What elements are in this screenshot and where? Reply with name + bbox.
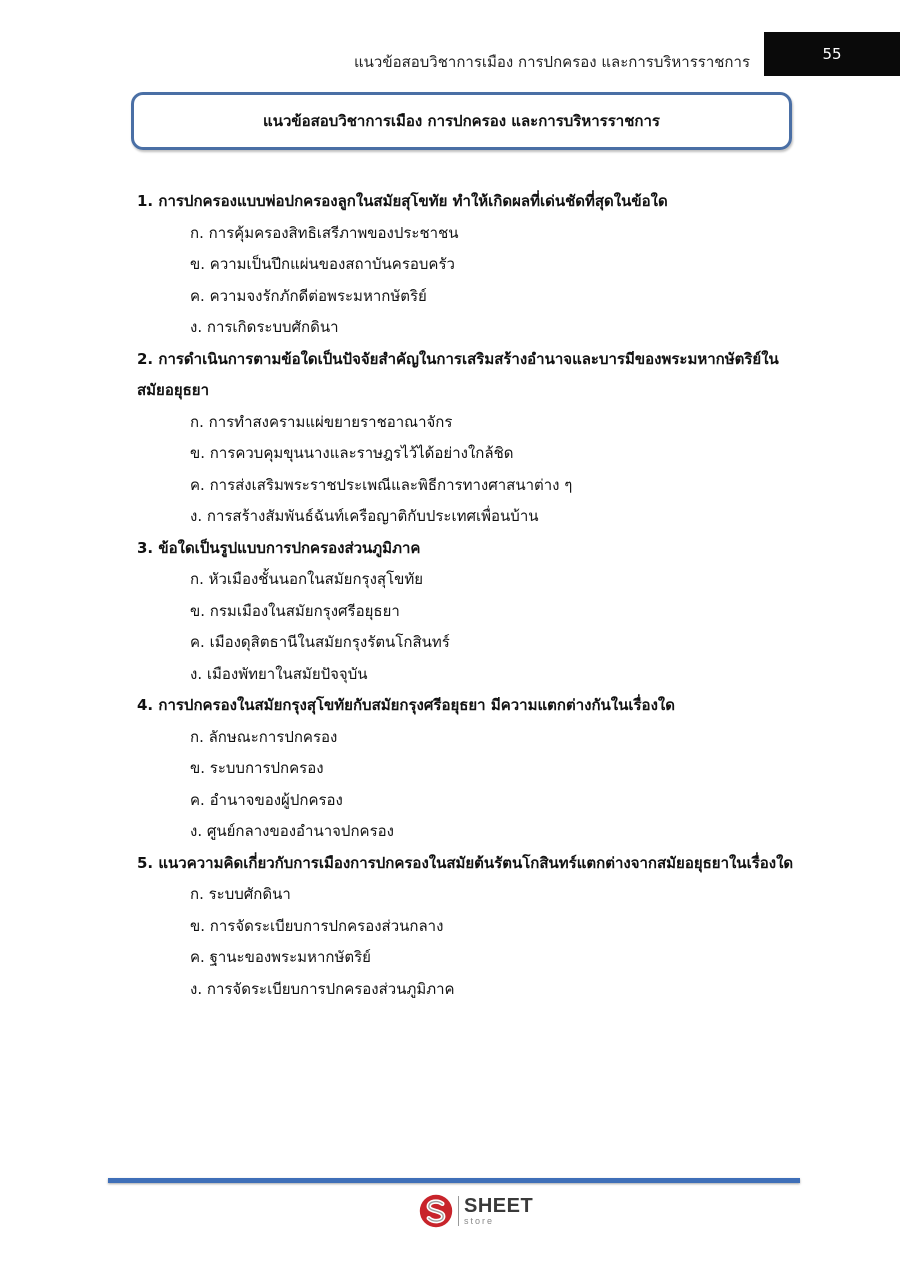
page-number-box <box>764 32 900 76</box>
choice-a: ก. หัวเมืองชั้นนอกในสมัยกรุงสุโขทัย <box>190 570 424 588</box>
logo-name: SHEET <box>464 1195 534 1217</box>
question-text: 4. การปกครองในสมัยกรุงสุโขทัยกับสมัยกรุงศรีอยุธยา มีความแตกต่างกันในเรื่องใด <box>137 696 675 714</box>
choice-b: ข. การควบคุมขุนนางและราษฎรไว้ได้อย่างใกล้ชิด <box>190 444 514 462</box>
choice-d: ง. เมืองพัทยาในสมัยปัจจุบัน <box>190 664 368 683</box>
question-text: 5. แนวความคิดเกี่ยวกับการเมืองการปกครองในสมัยต้นรัตนโกสินทร์แตกต่างจากสมัยอยุธยาในเรื่องใด <box>137 853 794 872</box>
footer-divider <box>108 1178 800 1183</box>
choice-b: ข. ระบบการปกครอง <box>190 759 324 777</box>
choice-c: ค. เมืองดุสิตธานีในสมัยกรุงรัตนโกสินทร์ <box>190 633 450 651</box>
logo-subtitle: store <box>464 1216 495 1226</box>
choice-a: ก. ลักษณะการปกครอง <box>190 727 338 746</box>
choice-a: ก. ระบบศักดินา <box>190 885 291 903</box>
question-3 <box>137 533 797 691</box>
choice-d: ง. การเกิดระบบศักดินา <box>190 318 339 336</box>
question-5 <box>137 848 797 1006</box>
question-1 <box>137 186 797 344</box>
choice-a: ก. การคุ้มครองสิทธิเสรีภาพของประชาชน <box>190 223 459 242</box>
title-box <box>131 92 792 150</box>
page-number: 55 <box>822 45 842 63</box>
choice-c: ค. ฐานะของพระมหากษัตริย์ <box>190 948 371 966</box>
running-header-title: แนวข้อสอบวิชาการเมือง การปกครอง และการบริหารราชการ <box>354 53 750 71</box>
sheet-store-s-logo-icon <box>418 1193 454 1229</box>
title-box-text: แนวข้อสอบวิชาการเมือง การปกครอง และการบริหารราชการ <box>263 112 660 130</box>
question-text: 2. การดำเนินการตามข้อใดเป็นปัจจัยสำคัญในการเสริมสร้างอำนาจและบารมีของพระมหากษัตริย์ในสมัยอยุธยา <box>137 349 779 399</box>
choice-b: ข. กรมเมืองในสมัยกรุงศรีอยุธยา <box>190 601 400 620</box>
question-2 <box>137 344 797 533</box>
choice-d: ง. การสร้างสัมพันธ์ฉันท์เครือญาติกับประเทศเพื่อนบ้าน <box>190 507 539 525</box>
choice-c: ค. ความจงรักภักดีต่อพระมหากษัตริย์ <box>190 286 427 305</box>
choice-d: ง. ศูนย์กลางของอำนาจปกครอง <box>190 822 394 840</box>
choice-c: ค. การส่งเสริมพระราชประเพณีและพิธีการทางศาสนาต่าง ๆ <box>190 475 573 494</box>
question-4 <box>137 690 797 848</box>
choice-c: ค. อำนาจของผู้ปกครอง <box>190 790 343 809</box>
sheet-store-logo <box>418 1193 533 1229</box>
choice-b: ข. ความเป็นปึกแผ่นของสถาบันครอบครัว <box>190 255 455 273</box>
question-list <box>137 186 797 1005</box>
logo-separator <box>458 1196 459 1226</box>
question-text: 3. ข้อใดเป็นรูปแบบการปกครองส่วนภูมิภาค <box>137 538 421 557</box>
question-text: 1. การปกครองแบบพ่อปกครองลูกในสมัยสุโขทัย ทำให้เกิดผลที่เด่นชัดที่สุดในข้อใด <box>137 192 668 210</box>
logo-text <box>464 1196 533 1226</box>
choice-b: ข. การจัดระเบียบการปกครองส่วนกลาง <box>190 916 444 935</box>
choice-a: ก. การทำสงครามแผ่ขยายราชอาณาจักร <box>190 412 453 431</box>
choice-d: ง. การจัดระเบียบการปกครองส่วนภูมิภาค <box>190 979 455 998</box>
